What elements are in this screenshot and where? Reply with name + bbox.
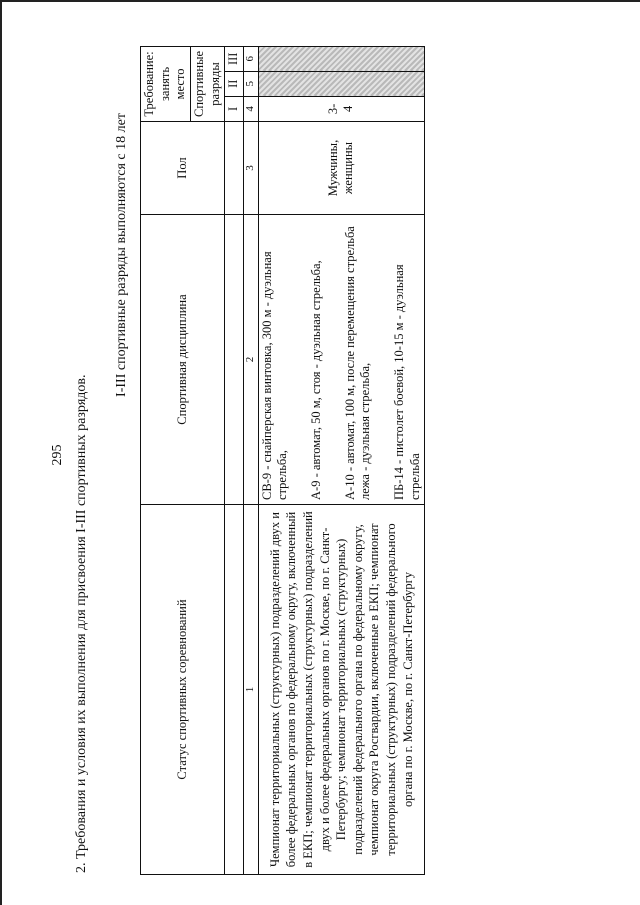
ranks-table [140,46,425,875]
header-gender: Пол [141,122,225,215]
header-spacer-1 [225,505,244,875]
header-status: Статус спортивных соревнований [141,505,225,875]
column-number-2: 2 [243,215,258,505]
column-number-1: 1 [243,505,258,875]
section-heading: 2. Требования и условия их выполнения для присвоения I-III спортивных разрядов. [74,374,89,873]
header-spacer-2 [225,215,244,505]
header-rank-1: I [225,96,244,121]
table-caption: I-III спортивные разряды выполняются с 18 лет [114,113,129,397]
header-rank-3: III [225,46,244,71]
cell-place: 3-4 [258,96,424,121]
cell-disciplines [258,215,424,505]
column-number-6: 6 [243,46,258,71]
discipline-item: А-9 - автомат, 50 м, стоя - дуэльная стрельба, [309,260,323,500]
cell-status: Чемпионат территориальных (структурных) подразделений двух и более федеральных органов по федеральному округу, включенный в ЕКП; чемпионат территориальных (структурных) подразделений двух и более федеральных органов по г. Москве, по г. Санкт-Петербургу; чемпионат территориальных (структурных) подразделений федерального органа по федеральному округу, чемпионат округа Росгвардии, включенные в ЕКП; чемпионат территориальных (структурных) подразделений федерального органа по г. Москве, по г. Санкт-Петербургу [258,505,424,875]
column-number-3: 3 [243,122,258,215]
header-discipline: Спортивная дисциплина [141,215,225,505]
page-number: 295 [50,444,65,466]
cell-rank-3-empty [258,46,424,71]
cell-gender: Мужчины, женщины [258,122,424,215]
discipline-item: ПБ-14 - пистолет боевой, 10-15 м - дуэльная стрельба [391,264,422,500]
column-number-5: 5 [243,71,258,96]
discipline-item: А-10 - автомат, 100 м, после перемещения стрельба лежа - дуэльная стрельба, [342,226,373,500]
header-ranks: Спортивные разряды [190,46,224,121]
table-row [258,46,424,874]
discipline-item: СВ-9 - снайперская винтовка, 300 м - дуэльная стрельба, [259,251,290,500]
header-requirement: Требование: занять место [141,46,191,121]
cell-rank-2-empty [258,71,424,96]
column-number-4: 4 [243,96,258,121]
header-rank-2: II [225,71,244,96]
header-spacer-3 [225,122,244,215]
